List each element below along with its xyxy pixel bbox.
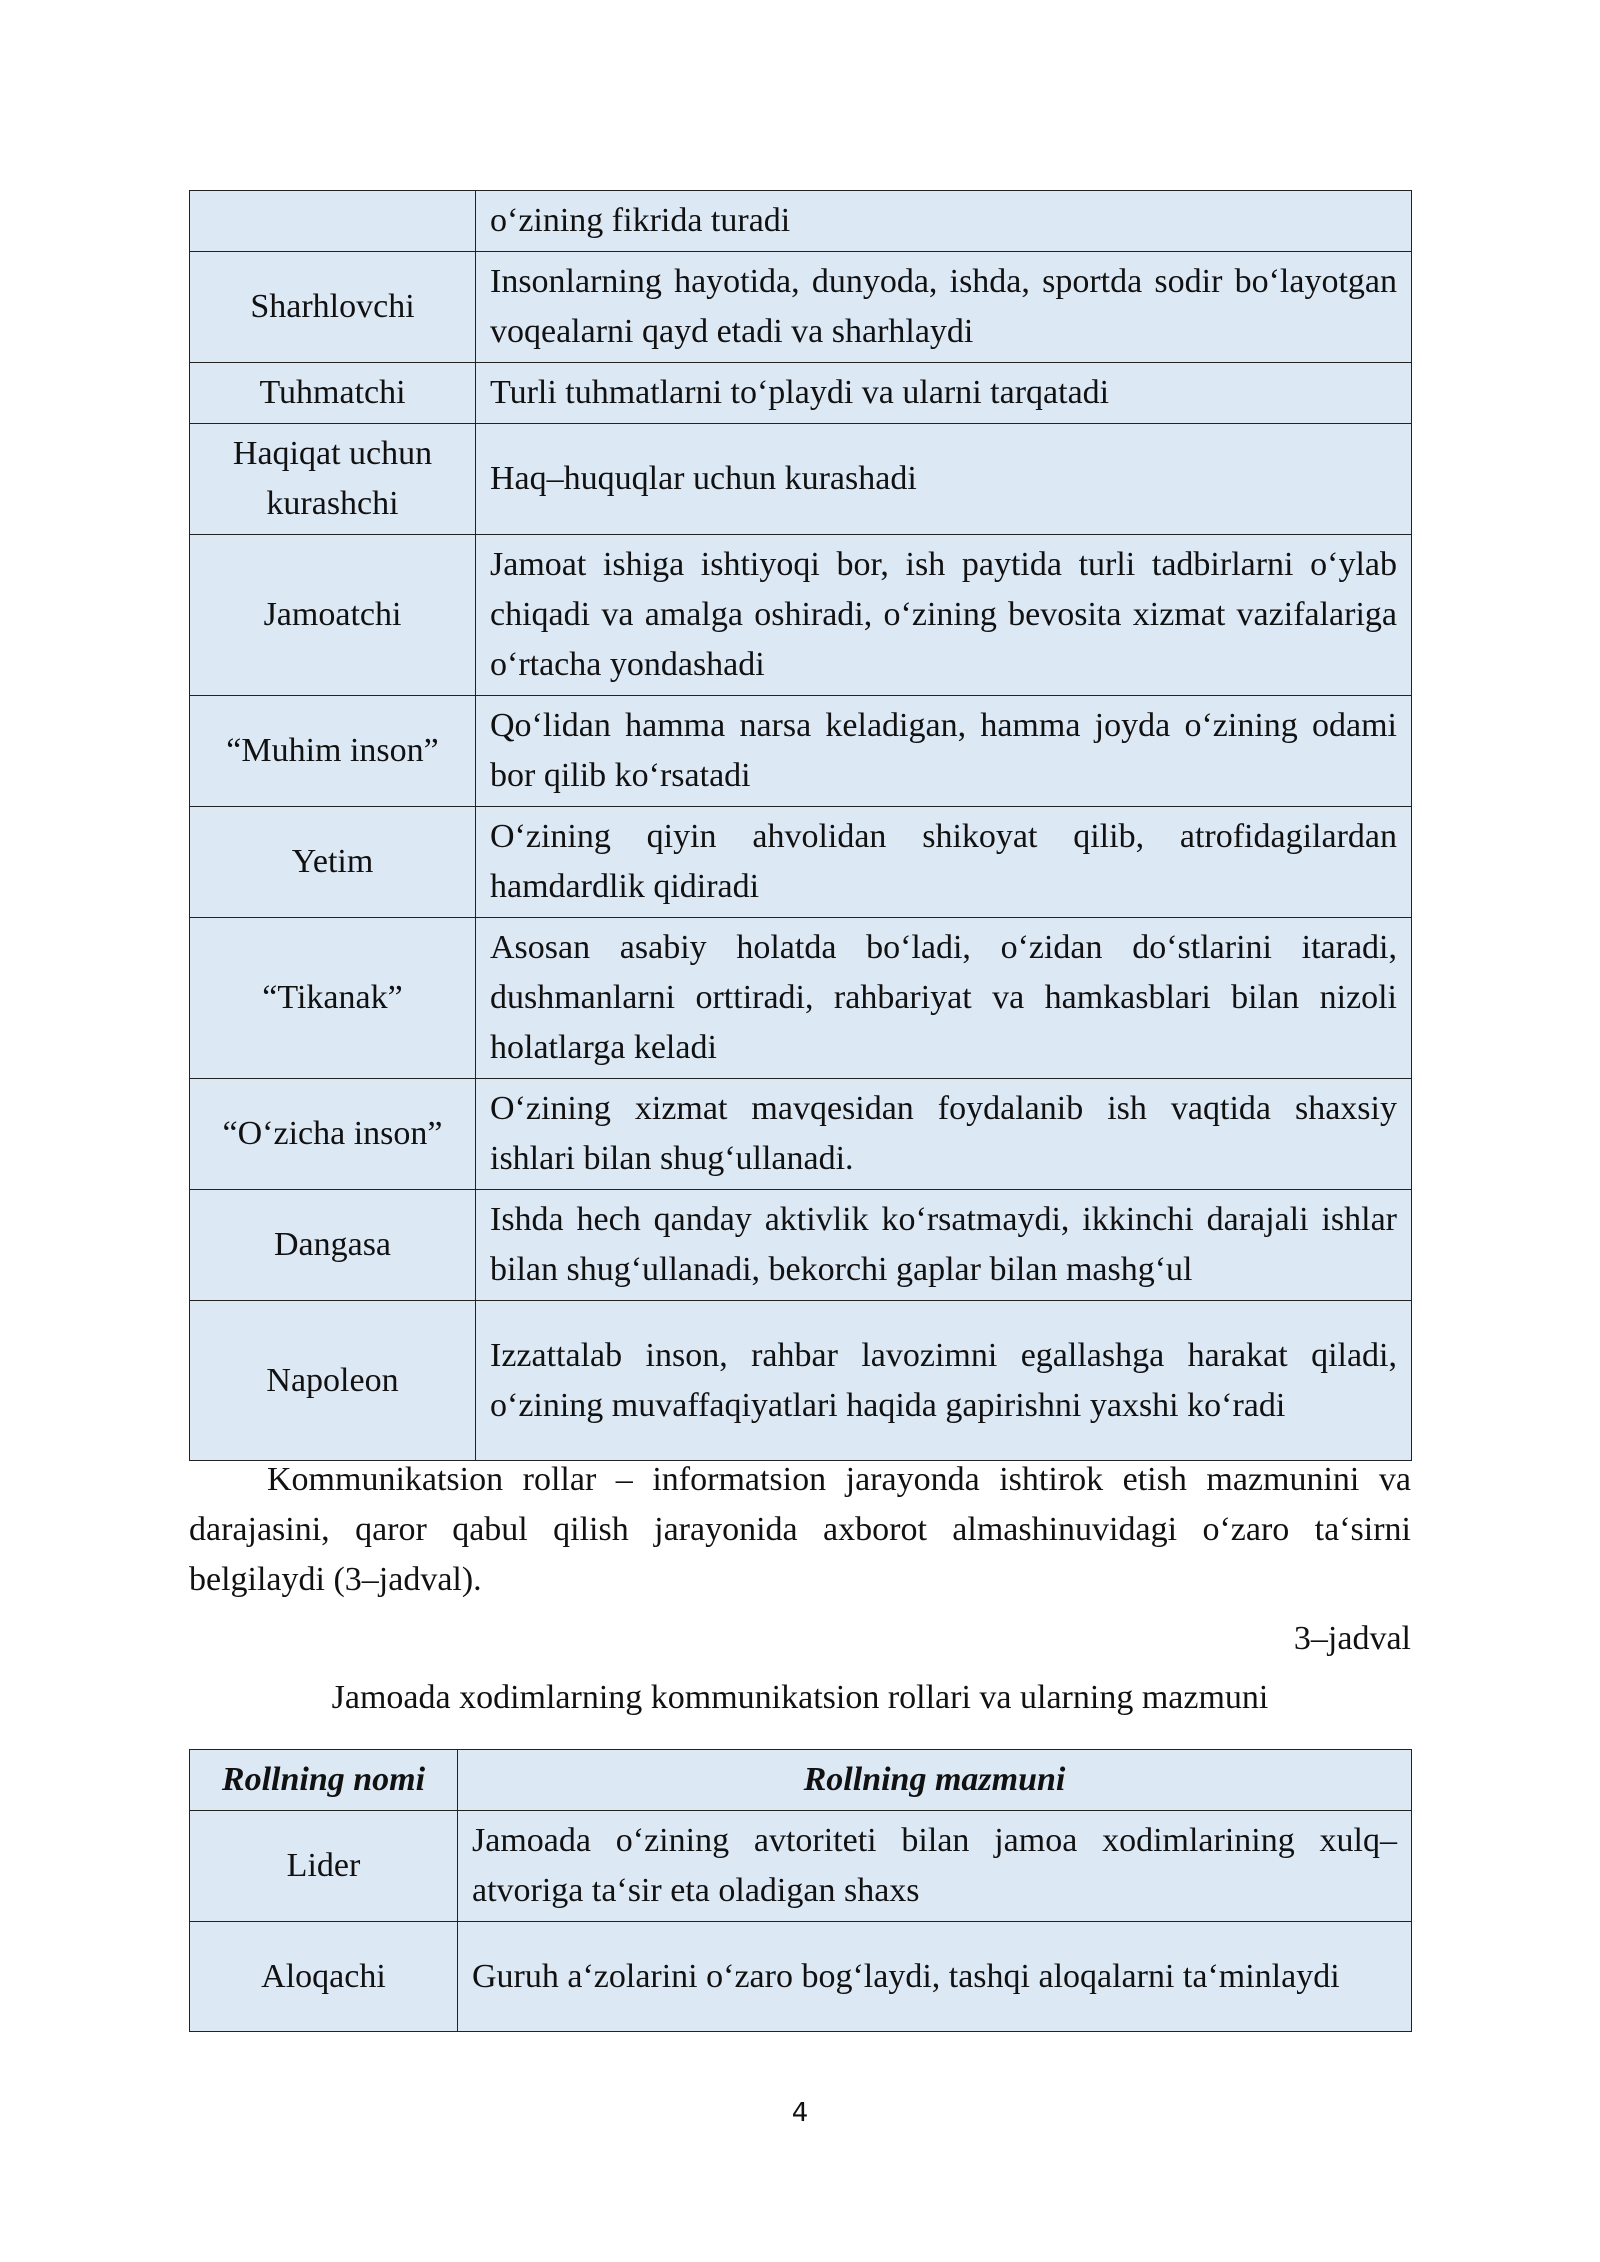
role-name: Sharhlovchi: [190, 252, 476, 363]
role-description: Haq–huquqlar uchun kurashadi: [476, 424, 1412, 535]
table-row: [190, 424, 1412, 535]
role-description: O‘zining xizmat mavqesidan foydalanib ish vaqtida shaxsiy ishlari bilan shug‘ullanadi.: [476, 1079, 1412, 1190]
role-description: Ishda hech qanday aktivlik ko‘rsatmaydi, ikkinchi darajali ishlar bilan shug‘ullanadi, bekorchi gaplar bilan mashg‘ul: [476, 1190, 1412, 1301]
roles-table-continued: [189, 190, 1412, 1461]
role-name: “Tikanak”: [190, 918, 476, 1079]
role-description: Qo‘lidan hamma narsa keladigan, hamma joyda o‘zining odami bor qilib ko‘rsatadi: [476, 696, 1412, 807]
table-row: [190, 1190, 1412, 1301]
table-row: [190, 1811, 1412, 1922]
role-description: Turli tuhmatlarni to‘playdi va ularni tarqatadi: [476, 363, 1412, 424]
table-row: [190, 807, 1412, 918]
role-description: Izzattalab inson, rahbar lavozimni egallashga harakat qiladi, o‘zining muvaffaqiyatlari haqida gapirishni yaxshi ko‘radi: [476, 1301, 1412, 1461]
role-description: Jamoat ishiga ishtiyoqi bor, ish paytida turli tadbirlarni o‘ylab chiqadi va amalga oshiradi, o‘zining bevosita xizmat vazifalariga o‘rtacha yondashadi: [476, 535, 1412, 696]
table-title: Jamoada xodimlarning kommunikatsion rollari va ularning mazmuni: [331, 1679, 1269, 1716]
role-name: Haqiqat uchun kurashchi: [190, 424, 476, 535]
role-description: Asosan asabiy holatda bo‘ladi, o‘zidan do‘stlarini itaradi, dushmanlarni orttiradi, rahbariyat va hamkasblari bilan nizoli holatlarga keladi: [476, 918, 1412, 1079]
role-name: [190, 191, 476, 252]
body-paragraph: Kommunikatsion rollar – informatsion jarayonda ishtirok etish mazmunini va darajasini, qaror qabul qilish jarayonida axborot almashinuvidagi o‘zaro ta‘sirni belgilaydi (3–jadval).: [189, 1461, 1411, 1598]
table-row: [190, 918, 1412, 1079]
table-row: [190, 363, 1412, 424]
table-header-row: [190, 1750, 1412, 1811]
table-row: [190, 696, 1412, 807]
table-row: [190, 191, 1412, 252]
role-name: Jamoatchi: [190, 535, 476, 696]
role-name: Lider: [190, 1811, 458, 1922]
role-name: “Muhim inson”: [190, 696, 476, 807]
role-description: O‘zining qiyin ahvolidan shikoyat qilib, atrofidagilardan hamdardlik qidiradi: [476, 807, 1412, 918]
role-name: Tuhmatchi: [190, 363, 476, 424]
role-name: Dangasa: [190, 1190, 476, 1301]
table-number: 3–jadval: [1293, 1620, 1411, 1657]
role-name: “O‘zicha inson”: [190, 1079, 476, 1190]
role-name: Napoleon: [190, 1301, 476, 1461]
page-number: 4: [791, 2098, 809, 2128]
table-row: [190, 252, 1412, 363]
table-row: [190, 1922, 1412, 2032]
table-row: [190, 535, 1412, 696]
communication-roles-table: [189, 1749, 1412, 2032]
role-name: Aloqachi: [190, 1922, 458, 2032]
column-header-role-content: Rollning mazmuni: [458, 1750, 1412, 1811]
role-description: Insonlarning hayotida, dunyoda, ishda, sportda sodir bo‘layotgan voqealarni qayd etadi va sharhlaydi: [476, 252, 1412, 363]
role-description: o‘zining fikrida turadi: [476, 191, 1412, 252]
table-row: [190, 1301, 1412, 1461]
role-description: Jamoada o‘zining avtoriteti bilan jamoa xodimlarining xulq–atvoriga ta‘sir eta oladigan shaxs: [458, 1811, 1412, 1922]
role-description: Guruh a‘zolarini o‘zaro bog‘laydi, tashqi aloqalarni ta‘minlaydi: [458, 1922, 1412, 2032]
table-row: [190, 1079, 1412, 1190]
role-name: Yetim: [190, 807, 476, 918]
column-header-role-name: Rollning nomi: [190, 1750, 458, 1811]
